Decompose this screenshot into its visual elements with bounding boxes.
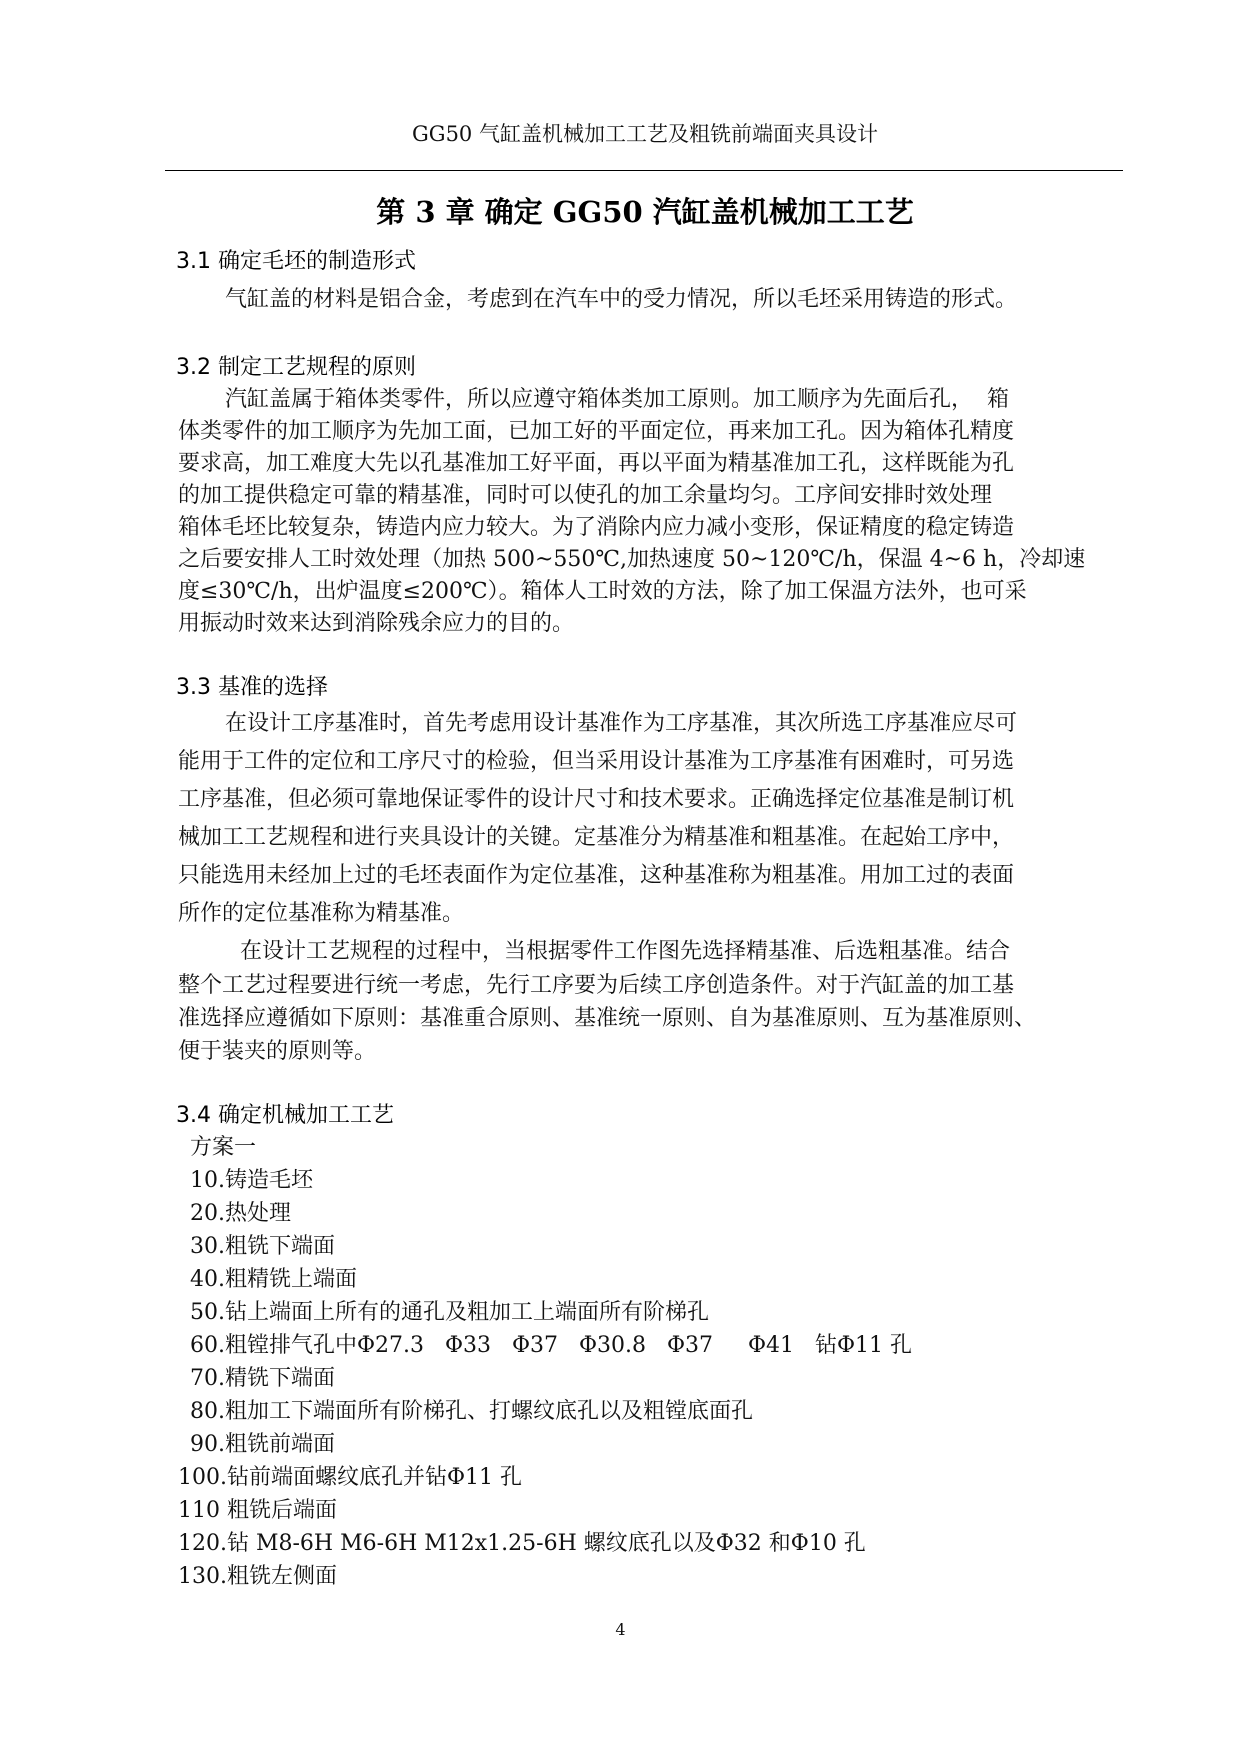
process-step: 50.钻上端面上所有的通孔及粗加工上端面所有阶梯孔 xyxy=(190,1300,709,1325)
paragraph-line: 能用于工件的定位和工序尺寸的检验，但当采用设计基准为工序基准有困难时，可另选 xyxy=(178,749,1015,774)
section-heading-3-4: 3.4 确定机械加工工艺 xyxy=(176,1103,394,1128)
paragraph-line: 要求高，加工难度大先以孔基准加工好平面，再以平面为精基准加工孔，这样既能为孔 xyxy=(178,451,1015,476)
process-step: 120.钻 M8-6H M6-6H M12x1.25-6H 螺纹底孔以及Φ32 和Φ10 孔 xyxy=(178,1531,866,1556)
process-step: 70.精铣下端面 xyxy=(190,1366,335,1391)
process-step: 90.粗铣前端面 xyxy=(190,1432,335,1457)
paragraph-line: 械加工工艺规程和进行夹具设计的关键。定基准分为精基准和粗基准。在起始工序中， xyxy=(178,825,1015,850)
paragraph-line: 准选择应遵循如下原则：基准重合原则、基准统一原则、自为基准原则、互为基准原则、 xyxy=(178,1006,1037,1031)
paragraph-line: 所作的定位基准称为精基准。 xyxy=(178,901,465,926)
process-step: 30.粗铣下端面 xyxy=(190,1234,335,1259)
process-step: 110 粗铣后端面 xyxy=(178,1498,337,1523)
process-step: 80.粗加工下端面所有阶梯孔、打螺纹底孔以及粗镗底面孔 xyxy=(190,1399,753,1424)
paragraph-line: 工序基准，但必须可靠地保证零件的设计尺寸和技术要求。正确选择定位基准是制订机 xyxy=(178,787,1015,812)
paragraph-line: 体类零件的加工顺序为先加工面，已加工好的平面定位，再来加工孔。因为箱体孔精度 xyxy=(178,419,1015,444)
process-step: 40.粗精铣上端面 xyxy=(190,1267,357,1292)
chapter-title: 第 3 章 确定 GG50 汽缸盖机械加工工艺 xyxy=(376,195,914,229)
header-divider xyxy=(165,170,1123,171)
paragraph-line: 便于装夹的原则等。 xyxy=(178,1039,377,1064)
process-step: 20.热处理 xyxy=(190,1201,291,1226)
section-heading-3-2: 3.2 制定工艺规程的原则 xyxy=(176,355,416,380)
paragraph-line: 汽缸盖属于箱体类零件，所以应遵守箱体类加工原则。加工顺序为先面后孔， 箱 xyxy=(225,387,1009,412)
paragraph-line: 度≤30℃/h，出炉温度≤200℃）。箱体人工时效的方法，除了加工保温方法外，也可采 xyxy=(178,579,1027,604)
paragraph-line: 之后要安排人工时效处理（加热 500~550℃,加热速度 50~120℃/h，保温 4~6 h，冷却速 xyxy=(178,547,1086,572)
process-step: 60.粗镗排气孔中Φ27.3 Φ33 Φ37 Φ30.8 Φ37 Φ41 钻Φ11 孔 xyxy=(190,1333,913,1358)
plan-label: 方案一 xyxy=(190,1135,257,1160)
paragraph-line: 在设计工序基准时，首先考虑用设计基准作为工序基准，其次所选工序基准应尽可 xyxy=(225,711,1018,736)
section-heading-3-1: 3.1 确定毛坯的制造形式 xyxy=(176,249,416,274)
running-header: GG50 气缸盖机械加工工艺及粗铣前端面夹具设计 xyxy=(412,122,878,146)
paragraph-line: 在设计工艺规程的过程中，当根据零件工作图先选择精基准、后选粗基准。结合 xyxy=(240,939,1011,964)
paragraph-line: 用振动时效来达到消除残余应力的目的。 xyxy=(178,611,575,636)
paragraph-line: 的加工提供稳定可靠的精基准，同时可以使孔的加工余量均匀。工序间安排时效处理 xyxy=(178,483,993,508)
paragraph-line: 只能选用未经加上过的毛坯表面作为定位基准，这种基准称为粗基准。用加工过的表面 xyxy=(178,863,1015,888)
paragraph-line: 箱体毛坯比较复杂，铸造内应力较大。为了消除内应力减小变形，保证精度的稳定铸造 xyxy=(178,515,1015,540)
section-heading-3-3: 3.3 基准的选择 xyxy=(176,675,328,700)
process-step: 100.钻前端面螺纹底孔并钻Φ11 孔 xyxy=(178,1465,523,1490)
process-step: 10.铸造毛坯 xyxy=(190,1168,313,1193)
process-step: 130.粗铣左侧面 xyxy=(178,1564,337,1589)
page-number: 4 xyxy=(615,1620,626,1639)
paragraph-line: 整个工艺过程要进行统一考虑，先行工序要为后续工序创造条件。对于汽缸盖的加工基 xyxy=(178,973,1015,998)
paragraph-line: 气缸盖的材料是铝合金，考虑到在汽车中的受力情况，所以毛坯采用铸造的形式。 xyxy=(225,287,1018,312)
